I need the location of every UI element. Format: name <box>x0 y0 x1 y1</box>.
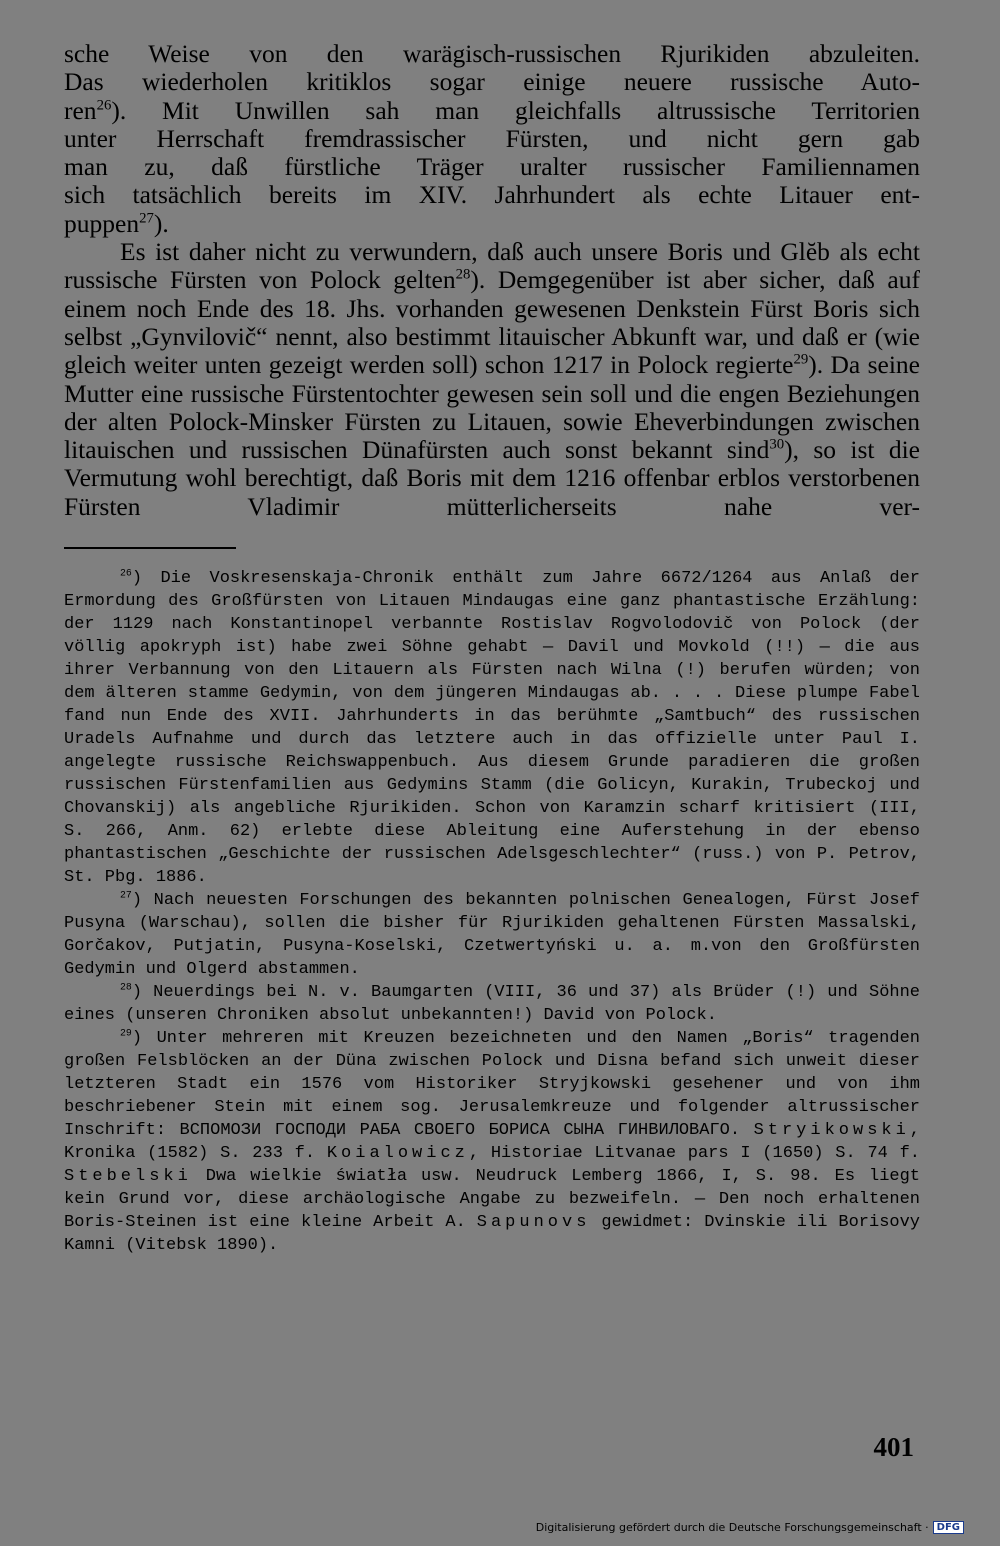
text-fragment: ). <box>153 208 169 238</box>
author-name: Stebelski <box>64 1167 192 1187</box>
footer-text: Digitalisierung gefördert durch die Deutsche Forschungsgemeinschaft · <box>535 1521 929 1534</box>
footnote-text: ) Nach neuesten Forschungen des bekannten polnischen Genealogen, Fürst Josef Pusyna (Warschau), sollen die bisher für Rjurikiden gehaltenen Fürsten Massalski, Gorčakov, Putjatin, Pusyna-Koselski, Czetwertyński u. a. m.von den Großfürsten Gedymin und Olgerd abstammen. <box>64 891 920 980</box>
text-fragment: ren <box>64 95 97 125</box>
main-line <box>64 97 920 125</box>
text-line: sich tatsächlich bereits im XIV. Jahrhundert als echte Litauer ent- <box>64 180 920 210</box>
author-name: Koialowicz <box>326 1144 469 1164</box>
text-line: man zu, daß fürstliche Träger uralter russischer Familiennamen <box>64 152 920 182</box>
footnote-text: , Kronika (1582) S. 233 f. <box>64 1121 920 1164</box>
footnote-ref-30: 30 <box>769 436 785 453</box>
author-name: Stryikowski <box>753 1121 910 1141</box>
footnote-27 <box>64 889 920 981</box>
footnote-28 <box>64 981 920 1027</box>
footnote-text: ) Neuerdings bei N. v. Baumgarten (VIII, 36 und 37) als Brüder (!) und Söhne eines (unseren Chroniken absolut unbekannten!) David von Polock. <box>64 983 920 1026</box>
text-line: Das wiederholen kritiklos sogar einige neuere russische Auto- <box>64 67 920 97</box>
footnote-mark: 28 <box>120 981 132 993</box>
main-line <box>64 153 920 181</box>
paragraph <box>64 238 920 521</box>
footnote-text: ) Unter mehreren mit Kreuzen bezeichneten und den Namen „Boris“ tragenden großen Felsblöcken an der Düna zwischen Polock und Disna befand sich unweit dieser letzteren Stadt ein 1576 vom Historiker Stryjkowski gesehener und von ihm beschriebener Stein mit einem sog. Jerusalemkreuze und folgender altrussischer Inschrift: ВСПОМОЗИ ГОСПОДИ РАБА СВОЕГО БОРИСА СЫНА ГИНВИЛОВАГО. <box>64 1029 920 1141</box>
main-line <box>64 125 920 153</box>
footnote-26 <box>64 567 920 889</box>
text-fragment: puppen <box>64 208 140 238</box>
footnote-29 <box>64 1027 920 1257</box>
footnote-ref-27: 27 <box>139 210 154 227</box>
text-fragment: ). Mit Unwillen sah man gleichfalls altrussische Territorien <box>111 95 920 125</box>
main-line <box>64 181 920 209</box>
text-fragment: ). Da seine Mutter eine russische Fürstentochter gewesen sein soll und die engen Beziehungen der alten Polock-Minsker Fürsten zu Litauen, sowie Eheverbindungen zwischen litauischen und russischen Dünafürsten auch sonst bekannt sind <box>64 350 920 465</box>
footnote-text: gewidmet: Dvinskie ili Borisovy Kamni (Vitebsk 1890). <box>64 1213 920 1256</box>
footer-credit <box>536 1521 964 1534</box>
footnote-mark: 27 <box>120 889 132 901</box>
footnote-mark: 26 <box>120 567 132 579</box>
text-fragment: ). Demgegenüber ist aber sicher, daß auf einem noch Ende des 18. Jhs. vorhanden gewesenen Denkstein Fürst Boris sich selbst „Gynvilovič“ nennt, also bestimmt litauischer Abkunft war, und daß er (wie gleich weiter unten gezeigt werden soll) schon 1217 in Polock regierte <box>64 265 920 380</box>
main-line <box>64 68 920 96</box>
text-line: unter Herrschaft fremdrassischer Fürsten, und nicht gern gab <box>64 123 920 153</box>
main-line <box>64 210 920 238</box>
footnote-ref-29: 29 <box>793 351 809 368</box>
author-name: Sapunovs <box>476 1213 591 1233</box>
main-line <box>64 40 920 68</box>
footnote-text: Dwa wielkie światła usw. Neudruck Lemberg 1866, I, S. 98. Es liegt kein Grund vor, diese archäologische Angabe zu bezweifeln. — Den noch erhaltenen Boris-Steinen ist eine kleine Arbeit A. <box>64 1167 920 1233</box>
page-content <box>64 40 920 1257</box>
text-line: sche Weise von den warägisch-russischen Rjurikiden abzuleiten. <box>64 39 920 68</box>
page-number: 401 <box>873 1432 914 1462</box>
footnote-text: ) Die Voskresenskaja-Chronik enthält zum Jahre 6672/1264 aus Anlaß der Ermordung des Großfürsten von Litauen Mindaugas eine ganz phantastische Erzählung: der 1129 nach Konstantinopel verbannte Rostislav Rogvolodovič von Polock (der völlig apokryph ist) habe zwei Söhne gehabt — Davil und Movkold (!!) — die aus ihrer Verbannung von den Litauern als Fürsten nach Wilna (!) berufen würden; von dem älteren stamme Gedymin, von dem jüngeren Mindaugas ab. . . . Diese plumpe Fabel fand nun Ende des XVII. Jahrhunderts in das berühmte „Samtbuch“ des russischen Uradels Aufnahme und durch das letztere auch in das offizielle unter Paul I. angelegte russische Reichswappenbuch. Aus diesem Grunde paradieren die großen russischen Fürstenfamilien aus Gedymins Stamm (die Golicyn, Kurakin, Trubeckoj und Chovanskij) als angebliche Rjurikiden. Schon von Karamzin scharf kritisiert (III, S. 266, Anm. 62) erlebte diese Ableitung eine Auferstehung in der ebenso phantastischen „Geschichte der russischen Adelsgeschlechter“ (russ.) von P. Petrov, St. Pbg. 1886. <box>64 569 920 888</box>
main-text <box>64 40 920 521</box>
footnote-divider <box>64 547 236 549</box>
text-fragment: ), so ist die Vermutung wohl berechtigt, daß Boris mit dem 1216 offenbar erblos verstorbenen Fürsten Vladimir mütterlicherseits nahe ver- <box>64 435 920 521</box>
footnote-ref-28: 28 <box>455 266 471 283</box>
footnote-ref-26: 26 <box>96 97 112 114</box>
footnote-text: , Historiae Litvanae pars I (1650) S. 74 f. <box>468 1144 921 1164</box>
dfg-logo: DFG <box>933 1521 964 1534</box>
footnotes <box>64 567 920 1257</box>
text-fragment: Es ist daher nicht zu verwundern, daß auch unsere Boris und Glĕb als echt russische Fürsten von Polock gelten <box>64 237 920 295</box>
footnote-mark: 29 <box>120 1027 132 1039</box>
